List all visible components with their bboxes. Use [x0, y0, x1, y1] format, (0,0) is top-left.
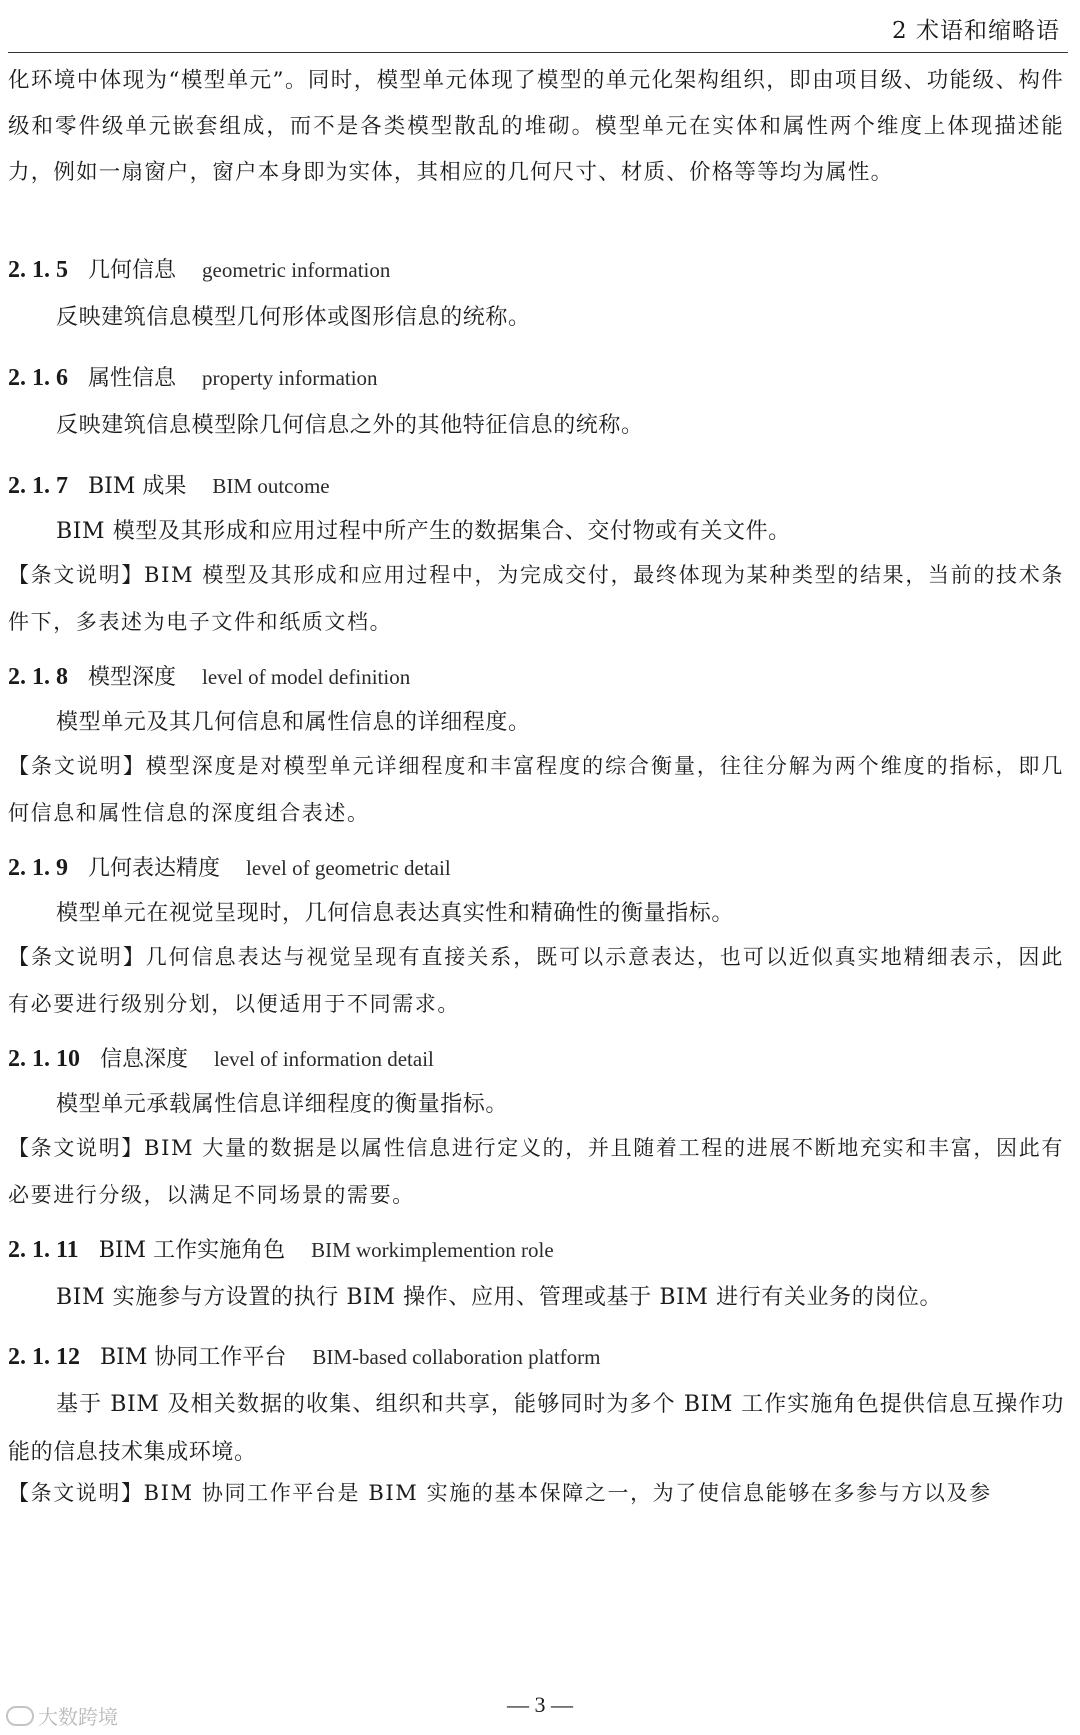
watermark-logo-icon [6, 1706, 34, 1726]
entry-number: 2. 1. 6 [8, 365, 68, 391]
entry-term-cn: 模型深度 [88, 665, 177, 690]
entry-2-1-6-heading [8, 361, 378, 392]
entry-2-1-5-heading [8, 253, 390, 284]
entry-2-1-9-definition: 模型单元在视觉呈现时，几何信息表达真实性和精确性的衡量指标。 [56, 901, 735, 926]
entry-2-1-10-definition: 模型单元承载属性信息详细程度的衡量指标。 [56, 1092, 509, 1117]
entry-term-cn: BIM 协同工作平台 [100, 1345, 287, 1370]
entry-2-1-8-note: 【条文说明】模型深度是对模型单元详细程度和丰富程度的综合衡量，往往分解为两个维度的指标，即几何信息和属性信息的深度组合表述。 [8, 754, 1064, 825]
entry-term-cn: 属性信息 [88, 366, 177, 391]
intro-paragraph: 化环境中体现为“模型单元”。同时，模型单元体现了模型的单元化架构组织，即由项目级、功能级、构件级和零件级单元嵌套组成，而不是各类模型散乱的堆砌。模型单元在实体和属性两个维度上体现描述能力，例如一扇窗户，窗户本身即为实体，其相应的几何尺寸、材质、价格等等均为属性。 [8, 68, 1064, 185]
entry-2-1-9-heading [8, 851, 451, 882]
entry-number: 2. 1. 5 [8, 257, 68, 283]
entry-2-1-7-note: 【条文说明】BIM 模型及其形成和应用过程中，为完成交付，最终体现为某种类型的结果，当前的技术条件下，多表述为电子文件和纸质文档。 [8, 563, 1064, 634]
running-header [8, 0, 1068, 53]
entry-2-1-12-definition: 基于 BIM 及相关数据的收集、组织和共享，能够同时为多个 BIM 工作实施角色提供信息互操作功能的信息技术集成环境。 [8, 1392, 1064, 1465]
entry-term-cn: 几何表达精度 [88, 856, 221, 881]
page-number: — 3 — [507, 1692, 573, 1717]
entry-2-1-5-definition: 反映建筑信息模型几何形体或图形信息的统称。 [56, 305, 531, 330]
entry-number: 2. 1. 12 [8, 1344, 80, 1370]
entry-term-en: level of information detail [214, 1047, 434, 1071]
entry-term-en: geometric information [202, 258, 391, 282]
entry-2-1-12-note: 【条文说明】BIM 协同工作平台是 BIM 实施的基本保障之一，为了使信息能够在多参与方以及参 [8, 1481, 992, 1505]
entry-2-1-8-heading [8, 660, 410, 691]
entry-2-1-7-definition: BIM 模型及其形成和应用过程中所产生的数据集合、交付物或有关文件。 [56, 519, 791, 544]
entry-2-1-7-heading [8, 469, 330, 500]
entry-term-en: level of model definition [202, 665, 411, 689]
entry-2-1-10-heading [8, 1042, 434, 1073]
entry-2-1-8-definition: 模型单元及其几何信息和属性信息的详细程度。 [56, 710, 531, 735]
entry-term-cn: 信息深度 [100, 1047, 189, 1072]
entry-2-1-11-heading [8, 1233, 554, 1264]
header-chapter-title: 2 术语和缩略语 [892, 18, 1060, 44]
entry-term-cn: BIM 成果 [88, 474, 187, 499]
entry-term-en: BIM-based collaboration platform [312, 1345, 601, 1369]
entry-2-1-6-definition: 反映建筑信息模型除几何信息之外的其他特征信息的统称。 [56, 413, 644, 438]
entry-term-en: BIM workimplemention role [311, 1238, 554, 1262]
entry-number: 2. 1. 9 [8, 855, 68, 881]
entry-2-1-11-definition: BIM 实施参与方设置的执行 BIM 操作、应用、管理或基于 BIM 进行有关业务的岗位。 [56, 1285, 943, 1310]
entry-2-1-9-note: 【条文说明】几何信息表达与视觉呈现有直接关系，既可以示意表达，也可以近似真实地精细表示，因此有必要进行级别分划，以便适用于不同需求。 [8, 945, 1064, 1016]
entry-number: 2. 1. 7 [8, 473, 68, 499]
entry-2-1-12-heading [8, 1340, 600, 1371]
entry-term-en: BIM outcome [212, 474, 330, 498]
entry-term-cn: BIM 工作实施角色 [98, 1238, 286, 1263]
entry-term-cn: 几何信息 [88, 258, 177, 283]
entry-term-en: property information [202, 366, 378, 390]
entry-number: 2. 1. 10 [8, 1046, 80, 1072]
entry-number: 2. 1. 8 [8, 664, 68, 690]
entry-2-1-10-note: 【条文说明】BIM 大量的数据是以属性信息进行定义的，并且随着工程的进展不断地充实和丰富，因此有必要进行分级，以满足不同场景的需要。 [8, 1136, 1064, 1207]
entry-term-en: level of geometric detail [246, 856, 451, 880]
watermark-text: 大数跨境 [38, 1705, 118, 1729]
watermark [6, 1701, 118, 1730]
entry-number: 2. 1. 11 [8, 1237, 79, 1263]
